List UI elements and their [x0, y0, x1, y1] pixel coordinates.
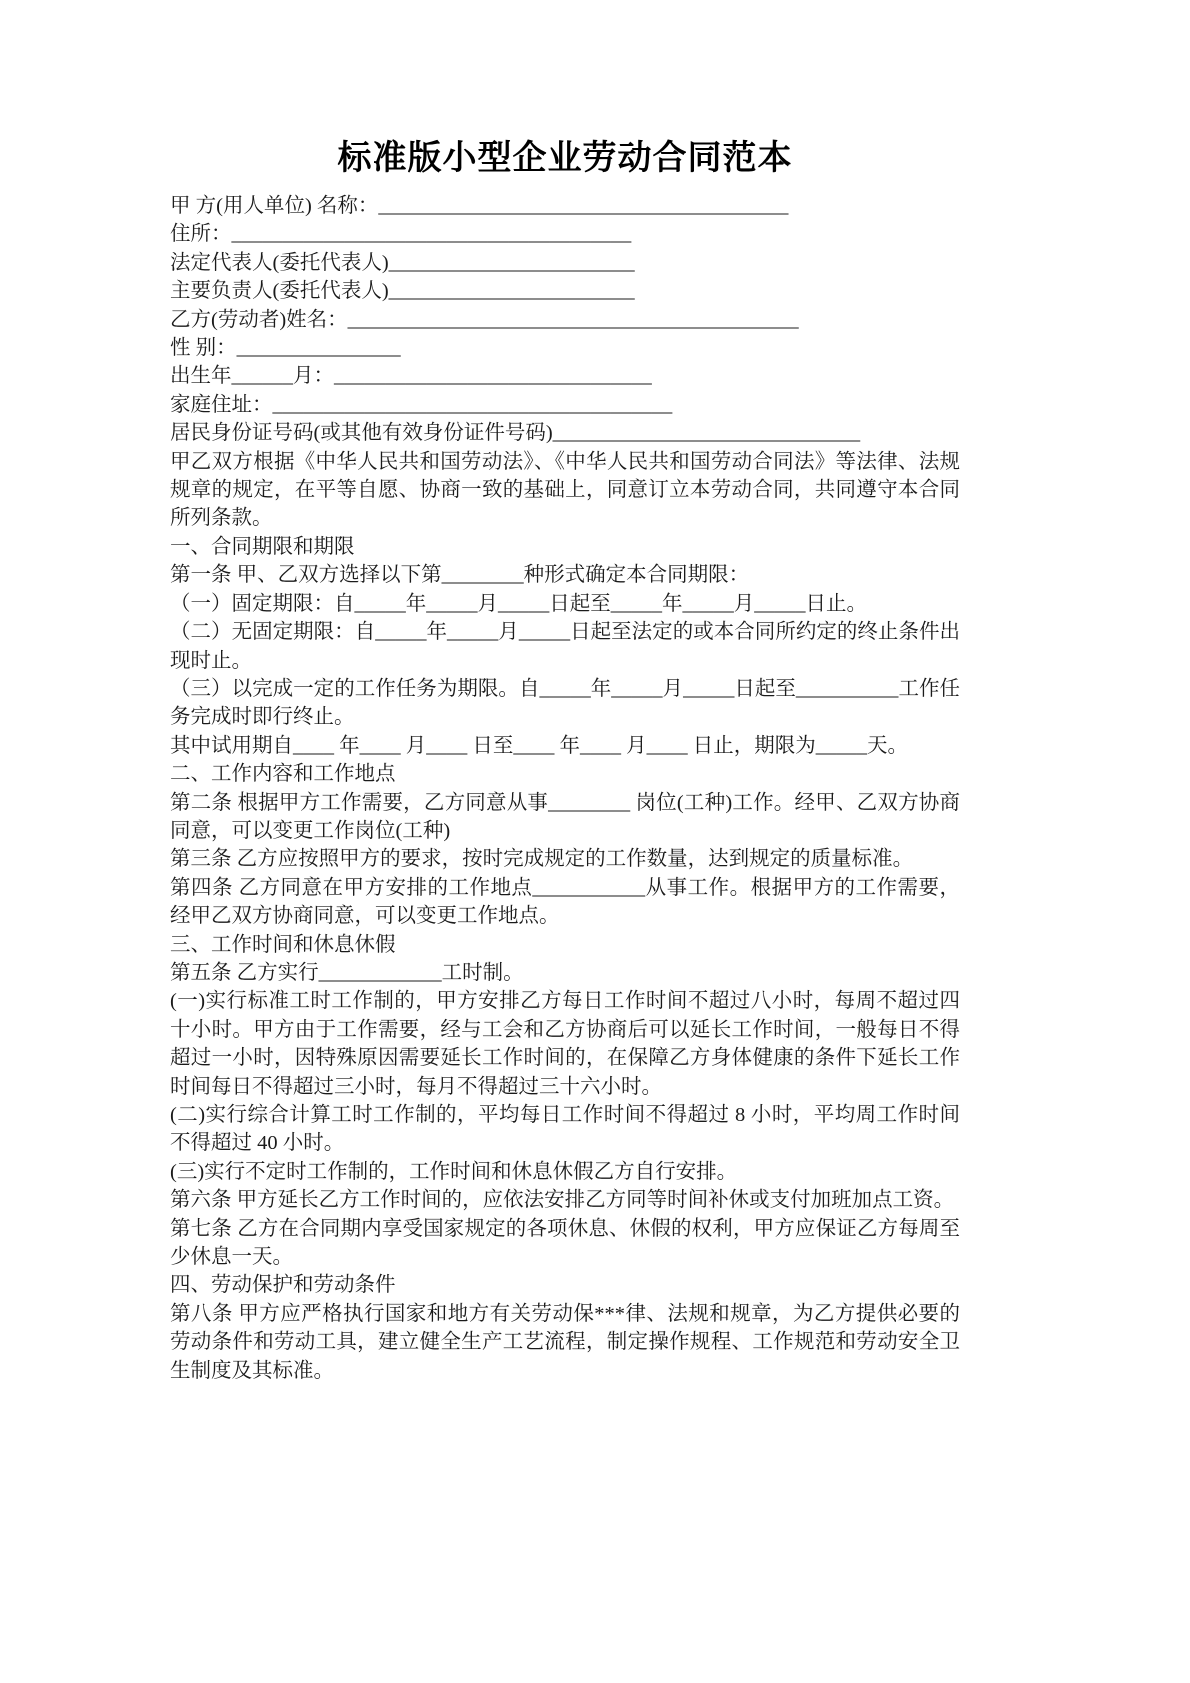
- page-title: 标准版小型企业劳动合同范本: [337, 139, 793, 177]
- field-home-address: 家庭住址：_______________________________________: [170, 393, 673, 416]
- field-legal-representative: 法定代表人(委托代表人)________________________: [170, 251, 635, 274]
- paragraph-preamble: 甲乙双方根据《中华人民共和国劳动法》、《中华人民共和国劳动合同法》等法律、法规规章的规定，在平等自愿、协商一致的基础上，同意订立本劳动合同，共同遵守本合同所列条款。: [170, 450, 960, 530]
- field-id-number: 居民身份证号码(或其他有效身份证件号码)______________________________: [170, 422, 861, 445]
- paragraph-article-1-item-2: （二）无固定期限：自_____年_____月_____日起至法定的或本合同所约定的终止条件出现时止。: [170, 621, 960, 672]
- document-body: [170, 132, 960, 1385]
- paragraph-article-5: 第五条 乙方实行____________工时制。: [170, 961, 524, 984]
- field-birth-date: 出生年______月：_______________________________: [170, 365, 652, 388]
- paragraph-article-1-item-1: （一）固定期限：自_____年_____月_____日起至_____年_____月_____日止。: [170, 592, 867, 615]
- paragraph-article-5-item-1: (一)实行标准工时工作制的，甲方安排乙方每日工作时间不超过八小时，每周不超过四十小时。甲方由于工作需要，经与工会和乙方协商后可以延长工作时间，一般每日不得超过一小时，因特殊原因需要延长工作时间的，在保障乙方身体健康的条件下延长工作时间每日不得超过三小时，每月不得超过三十六小时。: [170, 990, 960, 1098]
- paragraph-article-3: 第三条 乙方应按照甲方的要求，按时完成规定的工作数量，达到规定的质量标准。: [170, 848, 914, 871]
- field-party-a-name: 甲 方(用人单位) 名称：________________________________________: [170, 195, 789, 217]
- heading-section-2: 二、工作内容和工作地点: [170, 763, 396, 786]
- field-party-b-name: 乙方(劳动者)姓名：____________________________________________: [170, 308, 799, 331]
- field-principal-representative: 主要负责人(委托代表人)________________________: [170, 280, 635, 303]
- paragraph-article-7: 第七条 乙方在合同期内享受国家规定的各项休息、休假的权利，甲方应保证乙方每周至少休息一天。: [170, 1217, 960, 1269]
- paragraph-article-6: 第六条 甲方延长乙方工作时间的，应依法安排乙方同等时间补休或支付加班加点工资。: [170, 1189, 955, 1212]
- field-gender: 性 别：________________: [170, 337, 401, 360]
- heading-section-4: 四、劳动保护和劳动条件: [170, 1274, 396, 1297]
- paragraph-article-1: 第一条 甲、乙双方选择以下第________种形式确定本合同期限：: [170, 564, 750, 587]
- paragraph-article-4: 第四条 乙方同意在甲方安排的工作地点___________从事工作。根据甲方的工作需要，经甲乙双方协商同意，可以变更工作地点。: [170, 876, 960, 928]
- heading-section-3: 三、工作时间和休息休假: [170, 933, 396, 956]
- field-party-a-address: 住所：_______________________________________: [170, 223, 632, 246]
- paragraph-article-5-item-2: (二)实行综合计算工时工作制的，平均每日工作时间不得超过 8 小时，平均周工作时间不得超过 40 小时。: [170, 1104, 960, 1155]
- paragraph-article-2: 第二条 根据甲方工作需要，乙方同意从事________ 岗位(工种)工作。经甲、乙双方协商同意，可以变更工作岗位(工种): [170, 791, 960, 842]
- paragraph-article-1-probation: 其中试用期自____ 年____ 月____ 日至____ 年____ 月____ 日止，期限为_____天。: [170, 734, 908, 757]
- paragraph-article-1-item-3: （三）以完成一定的工作任务为期限。自_____年_____月_____日起至__________工作任务完成时即行终止。: [170, 677, 960, 729]
- paragraph-article-5-item-3: (三)实行不定时工作制的，工作时间和休息休假乙方自行安排。: [170, 1160, 738, 1183]
- heading-section-1: 一、合同期限和期限: [170, 535, 355, 558]
- paragraph-article-8: 第八条 甲方应严格执行国家和地方有关劳动保***律、法规和规章，为乙方提供必要的劳动条件和劳动工具，建立健全生产工艺流程，制定操作规程、工作规范和劳动安全卫生制度及其标准。: [170, 1302, 960, 1382]
